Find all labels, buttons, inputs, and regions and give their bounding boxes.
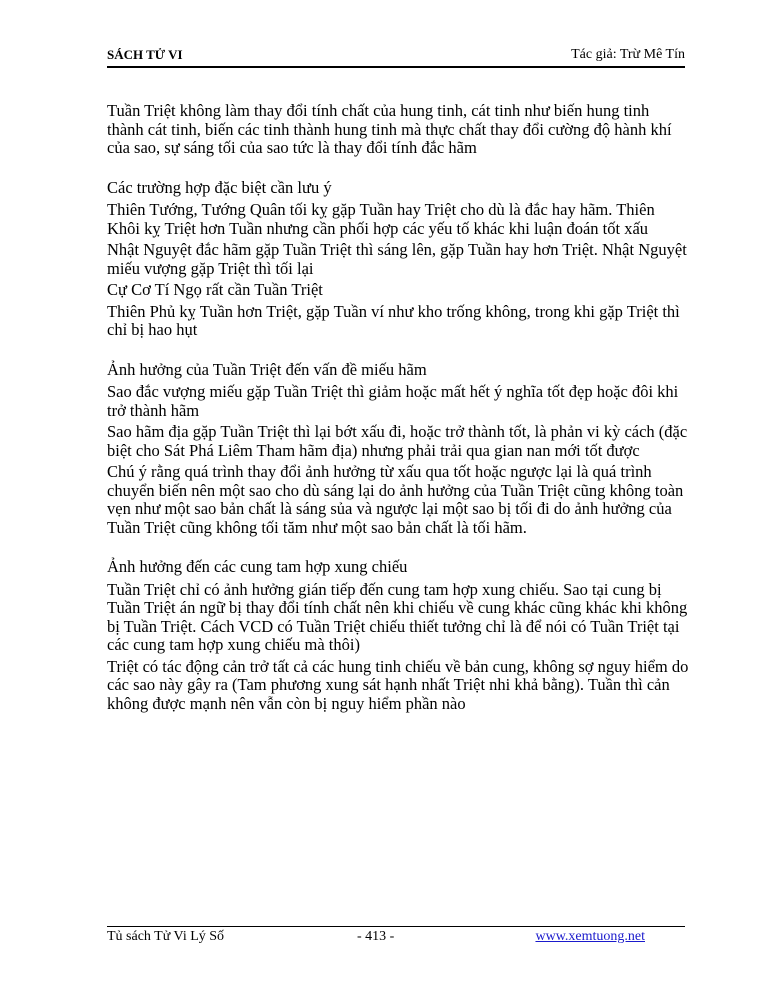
paragraph: Cự Cơ Tí Ngọ rất cần Tuần Triệt: [107, 280, 323, 299]
section-heading: Ảnh hưởng của Tuần Triệt đến vấn đề miếu hãm: [107, 359, 427, 379]
paragraph: Thiên Phủ kỵ Tuần hơn Triệt, gặp Tuần ví như kho trống không, trong khi gặp Triệt thì chỉ bị hao hụt: [107, 301, 680, 339]
page-header: [107, 44, 685, 68]
paragraph: Nhật Nguyệt đắc hãm gặp Tuần Triệt thì sáng lên, gặp Tuần hay hơn Triệt. Nhật Nguyệt miếu vượng gặp Triệt thì tối lại: [107, 240, 687, 278]
section-heading: Ảnh hưởng đến các cung tam hợp xung chiếu: [107, 557, 408, 576]
paragraph: Chú ý rằng quá trình thay đổi ảnh hưởng từ xấu qua tốt hoặc ngược lại là quá trình chuyển biến nên một sao cho dù sáng lại do ảnh hưởng của Tuần Triệt cũng không toàn vẹn như một sao bản chất là sáng sủa và ngược lại một sao bị tối đi do ảnh hưởng của Tuần Triệt cũng không tối tăm như một sao bản chất là tối hãm.: [107, 462, 684, 537]
page-content: [107, 102, 689, 716]
paragraph: Thiên Tướng, Tướng Quân tối kỵ gặp Tuần hay Triệt cho dù là đắc hay hãm. Thiên Khôi kỵ Triệt hơn Tuần nhưng cần phối hợp các yếu tố khác khi luận đoán tốt xấu: [107, 200, 655, 238]
paragraph: Sao đắc vượng miếu gặp Tuần Triệt thì giảm hoặc mất hết ý nghĩa tốt đẹp hoặc đôi khi trở thành hãm: [107, 382, 679, 420]
paragraph: Sao hãm địa gặp Tuần Triệt thì lại bớt xấu đi, hoặc trở thành tốt, là phản vi kỳ cách (đặc biệt cho Sát Phá Liêm Tham hãm địa) nhưng phải trải qua gian nan mới tốt được: [107, 422, 688, 460]
section-heading: Các trường hợp đặc biệt cần lưu ý: [107, 177, 332, 197]
paragraph: Triệt có tác động cản trở tất cả các hung tinh chiếu về bản cung, không sợ nguy hiểm do các sao này gây ra (Tam phương xung sát hạnh nhất Triệt nhi khả bằng). Tuần thì cản không được mạnh nên vẫn còn bị nguy hiểm phần nào: [107, 656, 689, 713]
series-name: Tủ sách Tử Vi Lý Số: [107, 929, 225, 944]
website-link[interactable]: www.xemtuong.net: [535, 929, 645, 944]
page-number: - 413 -: [357, 929, 395, 944]
paragraph: Tuần Triệt chỉ có ảnh hưởng gián tiếp đến cung tam hợp xung chiếu. Sao tại cung bị Tuần Triệt án ngữ bị thay đổi tính chất nên khi chiếu về cung khác cũng khác khi không bị Tuần Triệt. Cách VCD có Tuần Triệt chiếu thiết tưởng chỉ là để nói có Tuần Triệt tại các cung tam hợp xung chiếu mà thôi): [107, 579, 688, 654]
book-title: SÁCH TỬ VI: [107, 47, 183, 62]
page-footer: [107, 926, 685, 949]
author-label: Tác giả: Trừ Mê Tín: [571, 47, 685, 62]
intro-paragraph: Tuần Triệt không làm thay đổi tính chất của hung tinh, cát tinh như biến hung tinh thành cát tinh, biến các tinh thành hung tinh mà thực chất thay đổi cường độ hành khí của sao, sự sáng tối của sao tức là thay đổi tính đắc hãm: [107, 101, 672, 157]
